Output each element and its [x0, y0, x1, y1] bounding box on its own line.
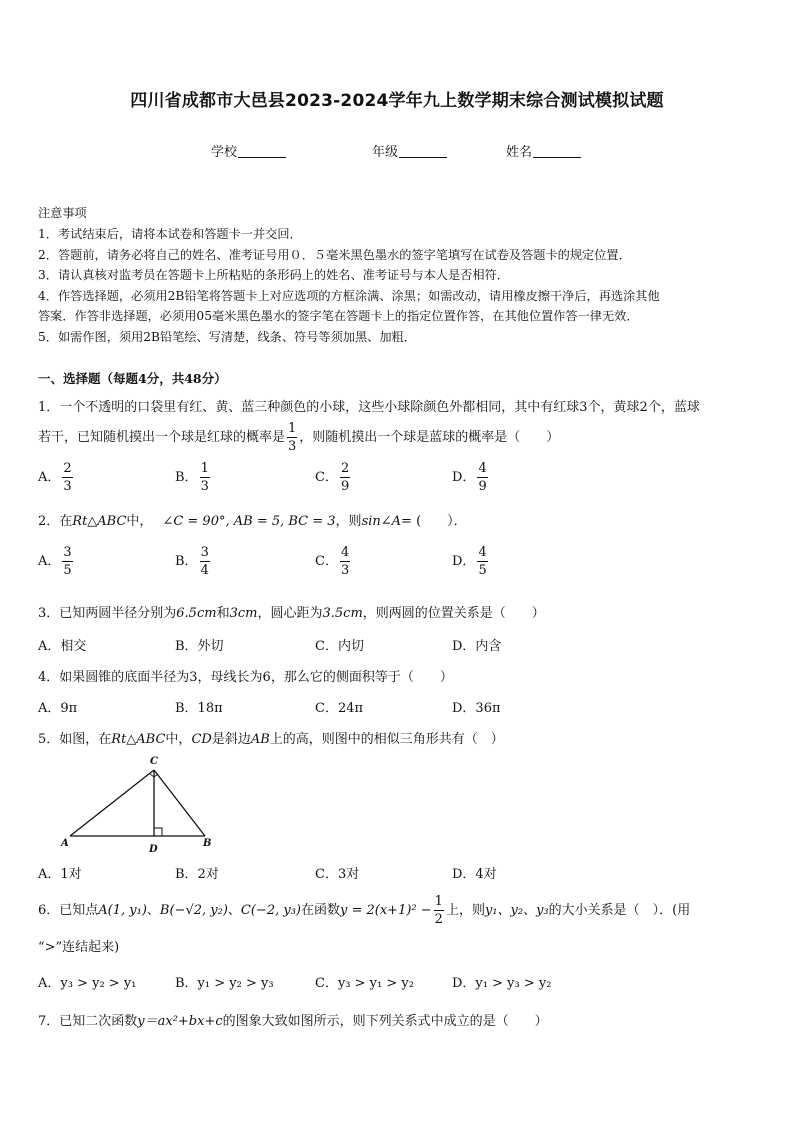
q4-option-b[interactable]: B．18π [175, 701, 223, 716]
q2-stem: 2．在Rt△ABC中， ∠C = 90°, AB = 5, BC = 3，则sin∠A= ( ）． [38, 514, 467, 529]
q1-line1: 1．一个不透明的口袋里有红、黄、蓝三种颜色的小球，这些小球除颜色外都相同，其中有红球3个，黄球2个，蓝球 [38, 400, 700, 415]
q5-option-b[interactable]: B．2对 [175, 867, 219, 882]
notice-item: 4．作答选择题，必须用2B铅笔将答题卡上对应选项的方框涂满、涂黑；如需改动，请用橡皮擦干净后，再选涂其他 [38, 289, 660, 303]
grade-field[interactable] [372, 141, 447, 160]
q6-stem: 6．已知点A(1, y₁)、B(−√2, y₂)、C(−2, y₃)在函数y = 2(x+1)² − $\frac{1}{2}$ 上，则y₁、y₂、y₃的大小关系是（ ）．(用 [38, 894, 691, 927]
name-field[interactable] [506, 141, 581, 160]
q2-option-b[interactable]: B． $\frac{3}{4}$ [175, 545, 209, 578]
q7-stem: 7．已知二次函数y＝ax²+bx+c的图象大致如图所示，则下列关系式中成立的是（ ） [38, 1014, 548, 1029]
label-a: A [61, 838, 69, 849]
q3-stem: 3．已知两圆半径分别为6.5cm和3cm，圆心距为3.5cm，则两圆的位置关系是（ ） [38, 606, 545, 621]
notice-item: 2．答题前，请务必将自己的姓名、准考证号用０．５毫米黑色墨水的签字笔填写在试卷及答题卡的规定位置． [38, 248, 631, 262]
school-field[interactable] [211, 141, 286, 160]
q4-stem: 4．如果圆锥的底面半径为3，母线长为6，那么它的侧面积等于（ ） [38, 670, 453, 685]
q6-option-c[interactable]: C．y₃ > y₁ > y₂ [315, 976, 414, 991]
q5-option-d[interactable]: D．4对 [452, 867, 497, 882]
q6-line2: “>”连结起来) [38, 940, 120, 955]
q1-option-c[interactable]: C． $\frac{2}{9}$ [315, 461, 350, 494]
name-blank[interactable] [533, 145, 581, 158]
label-c: C [150, 756, 158, 767]
q1-line2 [38, 422, 559, 453]
q2-option-c[interactable]: C． $\frac{4}{3}$ [315, 545, 350, 578]
q3-option-a[interactable]: A．相交 [38, 639, 87, 654]
notice-item: 3．请认真核对监考员在答题卡上所粘贴的条形码上的姓名、准考证号与本人是否相符． [38, 268, 509, 282]
notice-heading: 注意事项 [38, 206, 87, 220]
q1-option-b[interactable]: B． $\frac{1}{3}$ [175, 461, 209, 494]
q3-option-b[interactable]: B．外切 [175, 639, 224, 654]
school-label: 学校 [211, 145, 238, 160]
q1-text: 若干，已知随机摸出一个球是红球的概率是 [38, 430, 286, 445]
q6-option-d[interactable]: D．y₁ > y₃ > y₂ [452, 976, 552, 991]
triangle-figure [55, 752, 220, 857]
q2-option-a[interactable]: A． $\frac{3}{5}$ [38, 545, 72, 578]
notice-item: 5．如需作图，须用2B铅笔绘、写清楚，线条、符号等须加黑、加粗． [38, 330, 416, 344]
q2-option-d[interactable]: D． $\frac{4}{5}$ [452, 545, 487, 578]
q3-option-c[interactable]: C．内切 [315, 639, 364, 654]
section-heading: 一、选择题（每题4分，共48分） [38, 371, 227, 386]
notice-item: 1．考试结束后，请将本试卷和答题卡一并交回． [38, 227, 302, 241]
q3-option-d[interactable]: D．内含 [452, 639, 502, 654]
grade-label: 年级 [372, 145, 399, 160]
right-angle-mark [154, 828, 162, 836]
side-bc [154, 770, 205, 836]
exam-title: 四川省成都市大邑县2023-2024学年九上数学期末综合测试模拟试题 [130, 91, 664, 111]
notice-item: 答案．作答非选择题，必须用05毫米黑色墨水的签字笔在答题卡上的指定位置作答，在其他位置作答一律无效． [38, 309, 639, 323]
grade-blank[interactable] [399, 145, 447, 158]
q6-option-b[interactable]: B．y₁ > y₂ > y₃ [175, 976, 274, 991]
label-b: B [203, 838, 212, 849]
side-ac [70, 770, 154, 836]
q4-option-d[interactable]: D．36π [452, 701, 501, 716]
school-blank[interactable] [238, 145, 286, 158]
q5-option-a[interactable]: A．1对 [38, 867, 82, 882]
label-d: D [149, 844, 158, 855]
q1-option-d[interactable]: D． $\frac{4}{9}$ [452, 461, 487, 494]
q5-stem: 5．如图，在Rt△ABC中，CD是斜边AB上的高，则图中的相似三角形共有（ ） [38, 732, 504, 747]
q5-option-c[interactable]: C．3对 [315, 867, 360, 882]
q4-option-c[interactable]: C．24π [315, 701, 364, 716]
q1-option-a[interactable]: A． $\frac{2}{3}$ [38, 461, 72, 494]
name-label: 姓名 [506, 145, 533, 160]
q4-option-a[interactable]: A．9π [38, 701, 78, 716]
q1-question: ，则随机摸出一个球是蓝球的概率是（ ） [299, 430, 560, 445]
q6-option-a[interactable]: A．y₃ > y₂ > y₁ [38, 976, 137, 991]
q1-fraction: $\frac{1}{3}$ [288, 421, 297, 454]
